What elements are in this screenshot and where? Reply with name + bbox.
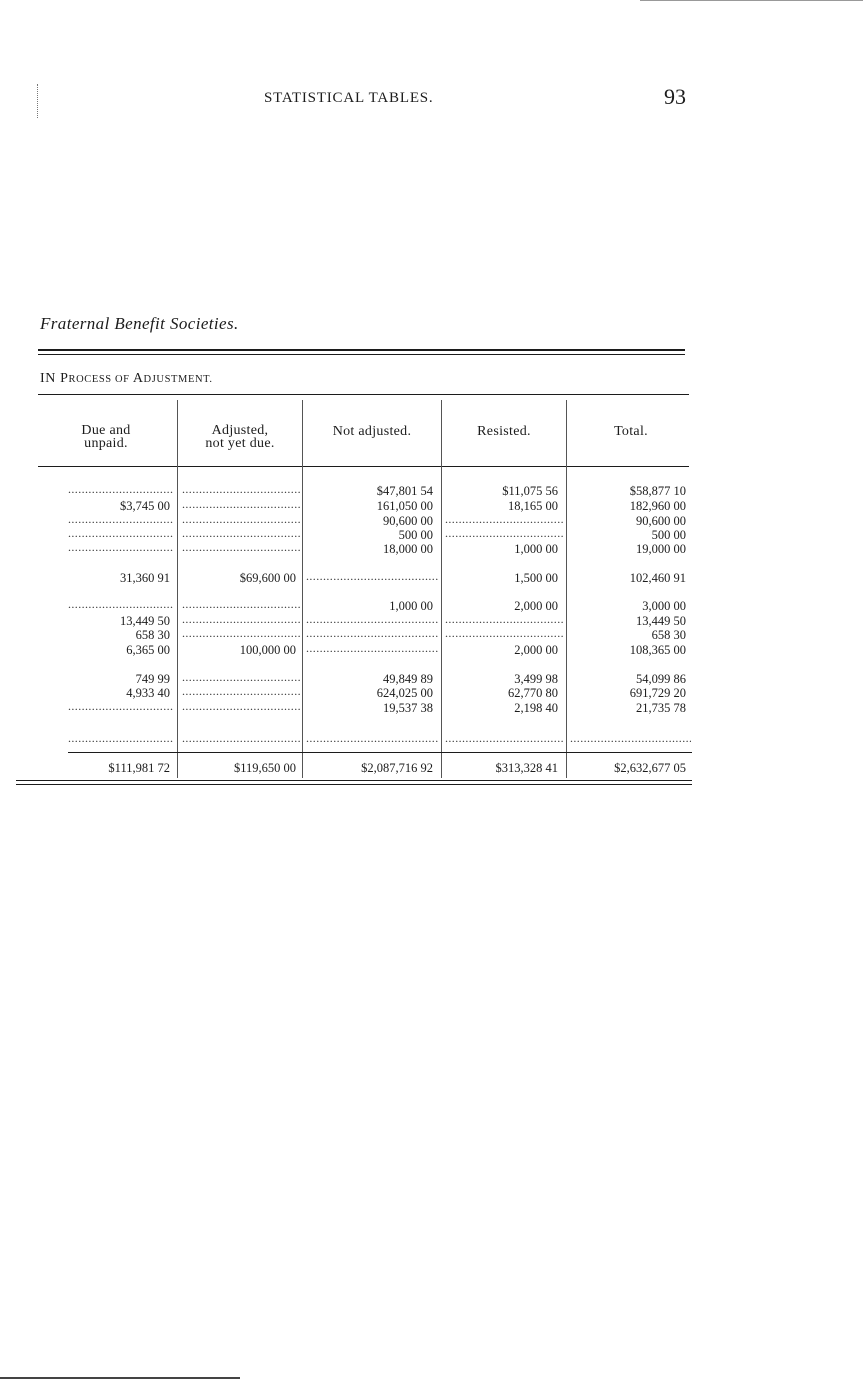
header-rule-top [38,394,689,395]
column-header-line: Not adjusted. [332,424,412,439]
caption-lead: IN P [40,371,69,386]
table-cell: 19,537 38 [383,701,433,715]
running-title: STATISTICAL TABLES. [264,90,434,106]
column-header-line: not yet due. [205,436,275,451]
totals-rule [68,752,692,753]
column-header-due-unpaid [40,424,172,450]
column-divider-2 [302,400,303,778]
table-cell: 161,050 00 [376,499,433,513]
dot-leader [68,482,174,496]
column-header-resisted [444,425,564,438]
page-edge-bottom [0,1377,240,1379]
column-header-line: Total. [614,424,648,439]
dot-leader [182,731,300,745]
table-cell: $47,801 54 [376,484,433,498]
dot-leader [306,612,439,626]
dot-leader [182,626,300,640]
dot-leader [182,526,300,540]
dot-leader [182,699,300,713]
column-header-line: unpaid. [84,436,128,451]
caption-word1-rest: ROCESS OF [68,374,133,385]
total-cell: $2,632,677 05 [614,761,686,775]
dot-leader [182,497,300,511]
dot-leader [182,482,300,496]
caption-word2-rest: DJUSTMENT. [143,374,213,385]
table-cell: 18,165 00 [508,499,558,513]
total-cell: $111,981 72 [108,761,170,775]
dot-leader [445,731,564,745]
dot-leader [68,512,174,526]
table-cell: 500 00 [398,528,433,542]
table-cell: 13,449 50 [120,614,170,628]
double-rule-top-1 [38,349,685,351]
table-cell: $69,600 00 [239,571,296,585]
table-cell: 2,198 40 [514,701,558,715]
dot-leader [182,684,300,698]
column-divider-3 [441,400,442,778]
table-cell: 658 30 [135,628,170,642]
table-cell: $11,075 56 [502,484,558,498]
double-rule-top-2 [38,354,685,355]
column-divider-1 [177,400,178,778]
table-cell: $3,745 00 [120,499,170,513]
total-cell: $119,650 00 [233,761,296,775]
table-cell: 3,000 00 [642,599,686,613]
dot-leader [182,670,300,684]
table-cell: 100,000 00 [239,643,296,657]
table-cell: 691,729 20 [629,686,686,700]
table-cell: $58,877 10 [629,484,686,498]
table-cell: 31,360 91 [120,571,170,585]
caption-word2-cap: A [132,371,144,386]
dot-leader [182,540,300,554]
dot-leader [570,731,691,745]
dot-leader [68,699,174,713]
table-cell: 21,735 78 [636,701,686,715]
page-edge-left [37,84,39,118]
table-cell: 749 99 [135,672,170,686]
total-cell: $313,328 41 [495,761,558,775]
column-divider-4 [566,400,567,778]
dot-leader [68,540,174,554]
dot-leader [306,626,439,640]
dot-leader [68,597,174,611]
column-header-line: Due and [81,423,131,438]
header-rule-bottom [38,466,689,467]
table-cell: 2,000 00 [514,643,558,657]
table-cell: 108,365 00 [629,643,686,657]
column-header-line: Resisted. [477,424,531,439]
double-rule-bottom-2 [16,784,692,785]
table-cell: 500 00 [651,528,686,542]
table-cell: 54,099 86 [636,672,686,686]
total-cell: $2,087,716 92 [361,761,433,775]
table-cell: 624,025 00 [376,686,433,700]
section-caption [40,371,213,387]
table-cell: 49,849 89 [383,672,433,686]
column-header-adjusted [180,424,300,450]
table-cell: 62,770 80 [508,686,558,700]
dot-leader [182,512,300,526]
column-header-not-adjusted [305,425,439,438]
dot-leader [68,731,174,745]
table-cell: 102,460 91 [629,571,686,585]
page-number: 93 [664,84,686,109]
dot-leader [182,612,300,626]
table-cell: 1,500 00 [514,571,558,585]
table-cell: 1,000 00 [389,599,433,613]
table-cell: 90,600 00 [383,514,433,528]
table-cell: 3,499 98 [514,672,558,686]
table-cell: 4,933 40 [126,686,170,700]
table-cell: 90,600 00 [636,514,686,528]
dot-leader [68,526,174,540]
double-rule-bottom-1 [16,780,692,781]
table-cell: 13,449 50 [636,614,686,628]
table-cell: 182,960 00 [629,499,686,513]
table-cell: 658 30 [651,628,686,642]
table-cell: 19,000 00 [636,542,686,556]
column-header-line: Adjusted, [211,423,269,438]
table-cell: 18,000 00 [383,542,433,556]
table-cell: 1,000 00 [514,542,558,556]
page-edge-top [640,0,863,1]
column-header-total [569,425,693,438]
dot-leader [182,597,300,611]
dot-leader [306,731,439,745]
table-cell: 6,365 00 [126,643,170,657]
table-subtitle: Fraternal Benefit Societies. [40,314,239,333]
table-cell: 2,000 00 [514,599,558,613]
